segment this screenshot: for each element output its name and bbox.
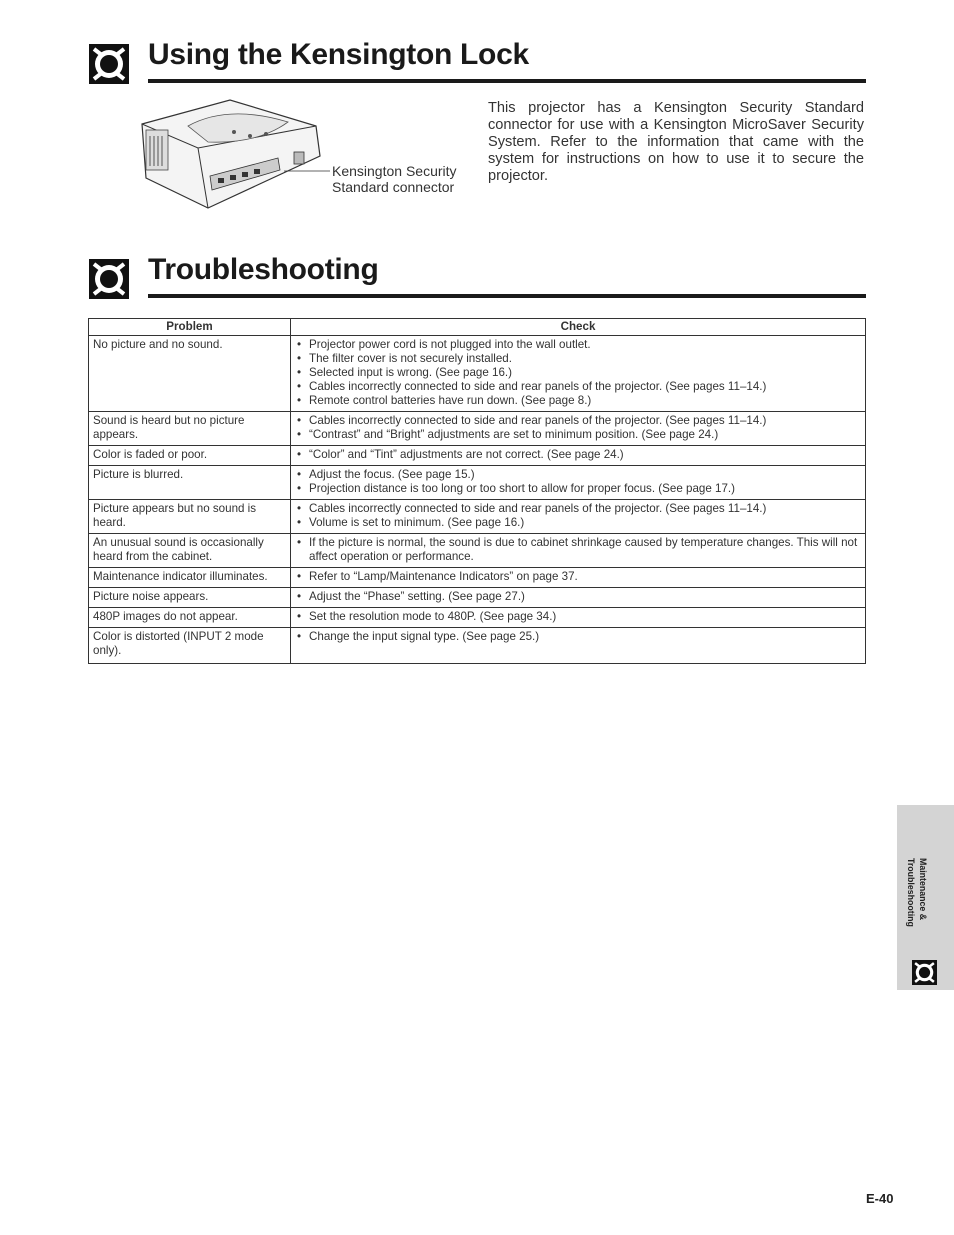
check-list bbox=[295, 570, 861, 584]
header-check: Check bbox=[291, 319, 866, 336]
check-item: • If the picture is normal, the sound is due to cabinet shrinkage caused by temperature changes. This will not affect operation or performance. bbox=[295, 536, 861, 564]
check-item: • “Color” and “Tint” adjustments are not correct. (See page 24.) bbox=[295, 448, 861, 462]
check-list bbox=[295, 536, 861, 564]
check-cell bbox=[291, 588, 866, 608]
check-list bbox=[295, 414, 861, 442]
problem-cell: Picture is blurred. bbox=[89, 466, 291, 500]
check-item: • Cables incorrectly connected to side and rear panels of the projector. (See pages 11–14.) bbox=[295, 502, 861, 516]
check-list bbox=[295, 630, 861, 644]
check-item: • Adjust the “Phase” setting. (See page 27.) bbox=[295, 590, 861, 604]
page-number: E-40 bbox=[866, 1191, 894, 1206]
check-item: • Volume is set to minimum. (See page 16.) bbox=[295, 516, 861, 530]
table-row bbox=[89, 608, 866, 628]
table-row bbox=[89, 628, 866, 664]
check-item: • Remote control batteries have run down. (See page 8.) bbox=[295, 394, 861, 408]
check-list bbox=[295, 610, 861, 624]
table-row bbox=[89, 534, 866, 568]
check-item: • Refer to “Lamp/Maintenance Indicators” on page 37. bbox=[295, 570, 861, 584]
table-row bbox=[89, 500, 866, 534]
check-item: • Cables incorrectly connected to side and rear panels of the projector. (See pages 11–14.) bbox=[295, 380, 861, 394]
check-cell bbox=[291, 412, 866, 446]
problem-cell: Picture appears but no sound is heard. bbox=[89, 500, 291, 534]
table-row bbox=[89, 336, 866, 412]
problem-cell: No picture and no sound. bbox=[89, 336, 291, 412]
maintenance-icon bbox=[89, 44, 129, 84]
check-cell bbox=[291, 628, 866, 664]
check-list bbox=[295, 448, 861, 462]
check-item: • The filter cover is not securely installed. bbox=[295, 352, 861, 366]
check-cell bbox=[291, 568, 866, 588]
table-row bbox=[89, 412, 866, 446]
header-problem: Problem bbox=[89, 319, 291, 336]
check-item: • Projector power cord is not plugged into the wall outlet. bbox=[295, 338, 861, 352]
check-item: • “Contrast” and “Bright” adjustments are set to minimum position. (See page 24.) bbox=[295, 428, 861, 442]
kensington-connector-label bbox=[332, 163, 457, 195]
table-header-row bbox=[89, 319, 866, 336]
check-cell bbox=[291, 466, 866, 500]
check-item: • Set the resolution mode to 480P. (See page 34.) bbox=[295, 610, 861, 624]
table-body bbox=[89, 336, 866, 664]
check-item: • Adjust the focus. (See page 15.) bbox=[295, 468, 861, 482]
check-cell bbox=[291, 446, 866, 466]
callout-line-2: Standard connector bbox=[332, 179, 455, 195]
check-list bbox=[295, 502, 861, 530]
problem-cell: Picture noise appears. bbox=[89, 588, 291, 608]
check-cell bbox=[291, 534, 866, 568]
table-row bbox=[89, 588, 866, 608]
projector-illustration bbox=[138, 96, 330, 212]
check-cell bbox=[291, 336, 866, 412]
check-cell bbox=[291, 608, 866, 628]
table-row bbox=[89, 446, 866, 466]
maintenance-icon bbox=[89, 259, 129, 299]
check-list bbox=[295, 590, 861, 604]
check-item: • Change the input signal type. (See page 25.) bbox=[295, 630, 861, 644]
side-tab-label bbox=[905, 858, 929, 940]
section-rule bbox=[148, 79, 866, 83]
check-item: • Projection distance is too long or too short to allow for proper focus. (See page 17.) bbox=[295, 482, 861, 496]
problem-cell: Maintenance indicator illuminates. bbox=[89, 568, 291, 588]
problem-cell: Color is faded or poor. bbox=[89, 446, 291, 466]
problem-cell: Sound is heard but no picture appears. bbox=[89, 412, 291, 446]
troubleshooting-table bbox=[88, 318, 866, 664]
section-title-troubleshooting: Troubleshooting bbox=[148, 253, 379, 286]
section-rule bbox=[148, 294, 866, 298]
table-row bbox=[89, 568, 866, 588]
callout-line-1: Kensington Security bbox=[332, 163, 457, 179]
check-cell bbox=[291, 500, 866, 534]
problem-cell: Color is distorted (INPUT 2 mode only). bbox=[89, 628, 291, 664]
problem-cell: An unusual sound is occasionally heard from the cabinet. bbox=[89, 534, 291, 568]
check-item: • Selected input is wrong. (See page 16.) bbox=[295, 366, 861, 380]
check-item: • Cables incorrectly connected to side and rear panels of the projector. (See pages 11–14.) bbox=[295, 414, 861, 428]
table-row bbox=[89, 466, 866, 500]
check-list bbox=[295, 468, 861, 496]
check-list bbox=[295, 338, 861, 408]
problem-cell: 480P images do not appear. bbox=[89, 608, 291, 628]
section-title-kensington: Using the Kensington Lock bbox=[148, 38, 529, 71]
kensington-description: This projector has a Kensington Security Standard connector for use with a Kensington MicroSaver Security System. Refer to the information that came with the system for instructions on how to use it to secure the projector. bbox=[488, 100, 864, 184]
side-tab-text: Maintenance & Troubleshooting bbox=[906, 858, 928, 927]
maintenance-icon bbox=[912, 960, 937, 985]
